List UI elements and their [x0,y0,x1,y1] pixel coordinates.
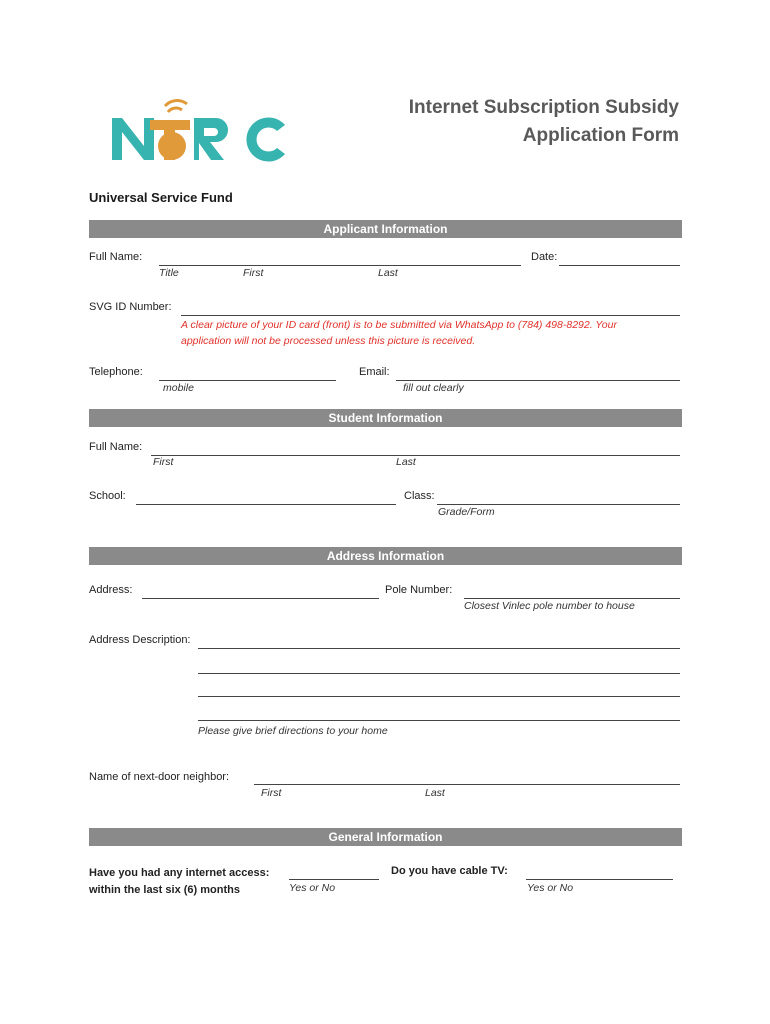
section-student-header: Student Information [89,409,682,427]
address-label: Address: [89,584,133,596]
applicant-full-name-field[interactable] [159,249,521,266]
telephone-hint: mobile [163,382,194,394]
address-field[interactable] [142,582,379,599]
pole-number-field[interactable] [464,582,680,599]
internet-access-question [89,865,269,899]
id-notice-line1: A clear picture of your ID card (front) is to be submitted via WhatsApp to (784) 498-8292. Your [181,319,617,331]
telephone-label: Telephone: [89,366,143,378]
cable-tv-question: Do you have cable TV: [391,865,508,877]
class-hint: Grade/Form [438,506,495,518]
date-label: Date: [531,251,558,263]
id-notice [181,317,617,349]
email-hint: fill out clearly [403,382,464,394]
pole-number-hint: Closest Vinlec pole number to house [464,600,635,612]
address-description-line-4[interactable] [198,704,680,721]
student-hint-first: First [153,456,174,468]
hint-title: Title [159,267,179,279]
fund-heading: Universal Service Fund [89,190,233,205]
internet-access-hint: Yes or No [289,882,336,894]
id-notice-line2: application will not be processed unless this picture is received. [181,335,476,347]
ntrc-logo [110,98,290,164]
telephone-field[interactable] [159,364,336,381]
school-field[interactable] [136,488,396,505]
address-description-line-3[interactable] [198,680,680,697]
email-label: Email: [359,366,390,378]
form-title-line1: Internet Subscription Subsidy [408,97,679,118]
pole-number-label: Pole Number: [385,584,453,596]
cable-tv-hint: Yes or No [527,882,574,894]
section-general-header: General Information [89,828,682,846]
address-description-line-1[interactable] [198,632,680,649]
class-field[interactable] [437,488,680,505]
class-label: Class: [404,490,435,502]
student-full-name-label: Full Name: [89,441,143,453]
neighbor-hint-first: First [261,787,282,799]
address-description-label: Address Description: [89,634,191,646]
address-description-line-2[interactable] [198,657,680,674]
date-field[interactable] [559,249,680,266]
cable-tv-field[interactable] [526,863,673,880]
hint-last: Last [378,267,398,279]
applicant-full-name-label: Full Name: [89,251,143,263]
ntrc-logo-mark [110,98,290,164]
email-field[interactable] [396,364,680,381]
svgid-field[interactable] [181,299,680,316]
neighbor-label: Name of next-door neighbor: [89,771,230,783]
school-label: School: [89,490,126,502]
student-full-name-field[interactable] [151,439,680,456]
form-title-line2: Application Form [522,125,679,146]
student-hint-last: Last [396,456,416,468]
address-description-hint: Please give brief directions to your home [198,725,388,737]
internet-access-field[interactable] [289,863,379,880]
internet-access-question-line1: Have you had any internet access: [89,867,270,879]
neighbor-field[interactable] [254,768,680,785]
svgid-label: SVG ID Number: [89,301,172,313]
hint-first: First [243,267,264,279]
section-applicant-header: Applicant Information [89,220,682,238]
section-address-header: Address Information [89,547,682,565]
form-title [409,94,679,150]
neighbor-hint-last: Last [425,787,445,799]
internet-access-question-line2: within the last six (6) months [89,884,240,896]
